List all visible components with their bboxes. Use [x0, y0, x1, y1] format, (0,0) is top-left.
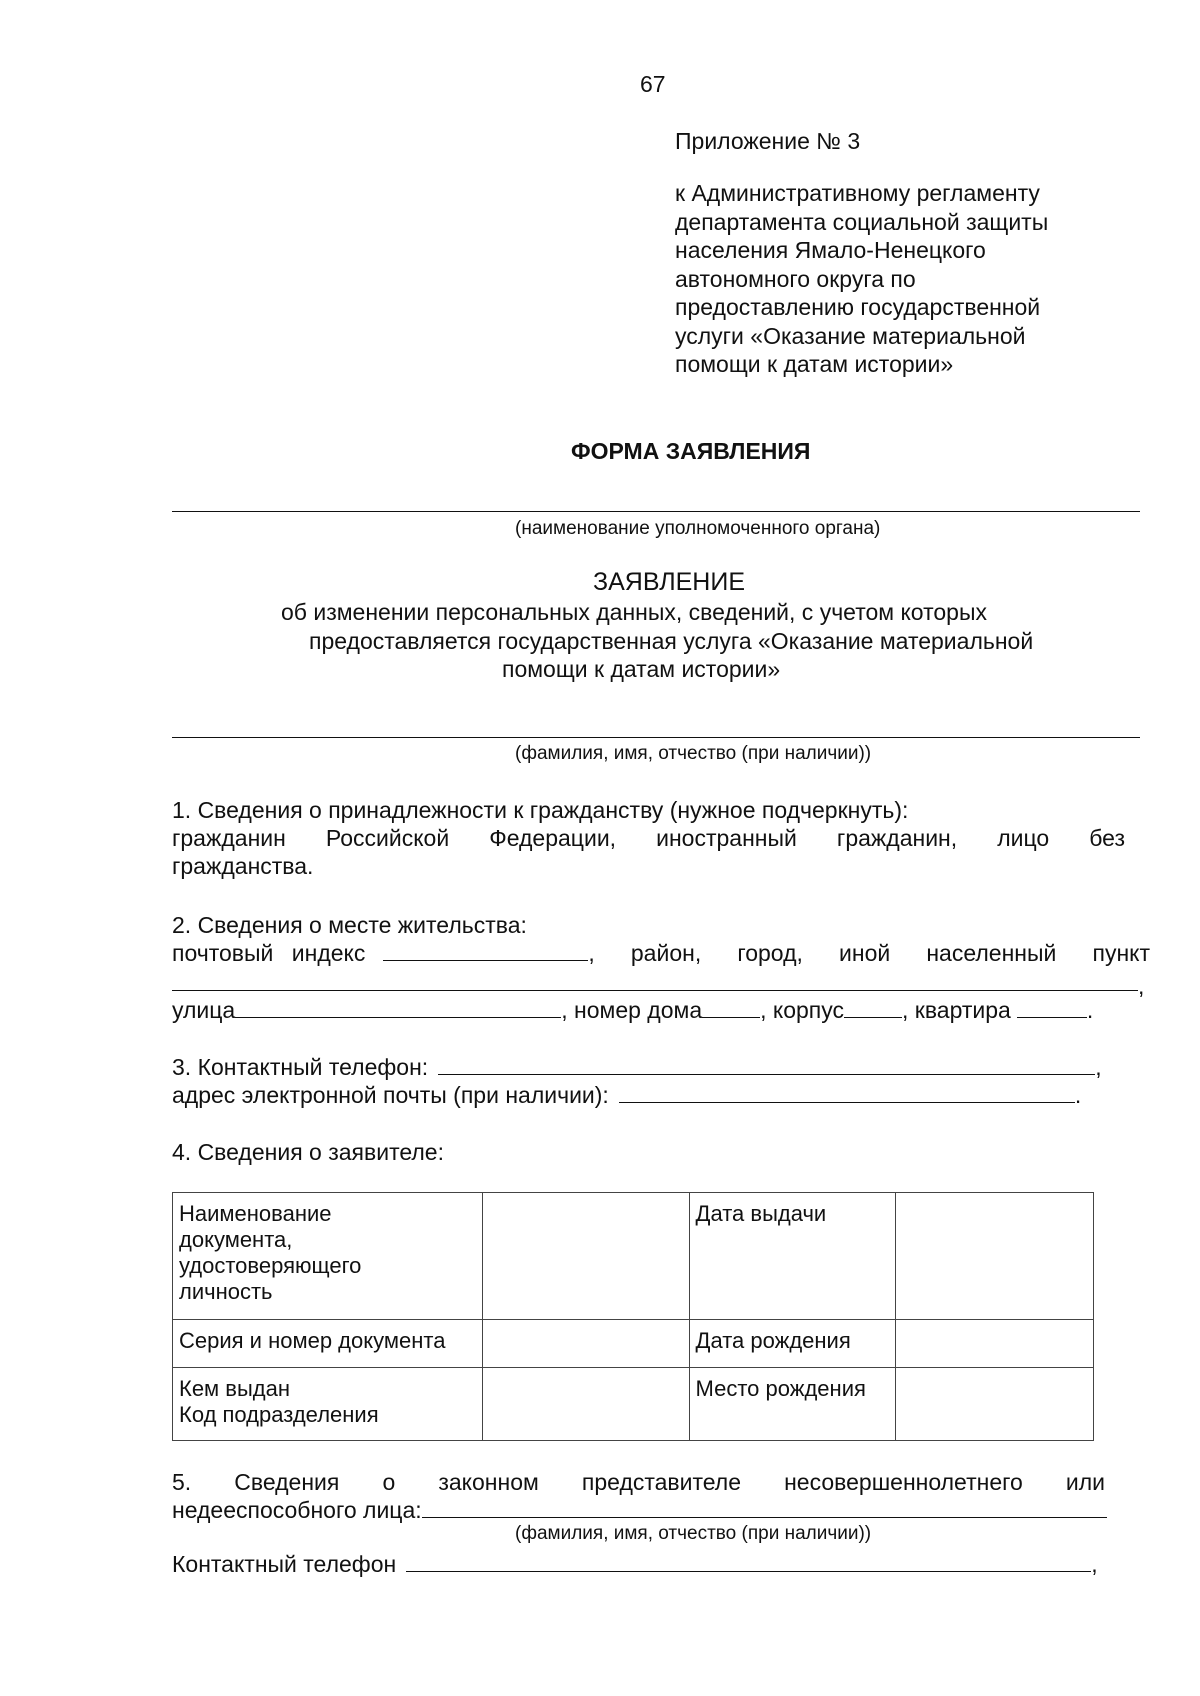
appendix-line: услуги «Оказание материальной	[675, 322, 1026, 349]
representative-phone-field[interactable]	[406, 1551, 1091, 1572]
division-code-label: Код подразделения	[179, 1402, 379, 1427]
appendix-line: департамента социальной защиты	[675, 208, 1049, 235]
email-row	[172, 1081, 1081, 1109]
statement-line: предоставляется государственная услуга «Оказание материальной	[309, 628, 1034, 654]
section1-heading: 1. Сведения о принадлежности к гражданству (нужное подчеркнуть):	[172, 797, 909, 823]
birth-place-value-cell[interactable]	[896, 1368, 1094, 1441]
table-label-cell	[173, 1368, 483, 1441]
building-field[interactable]	[844, 997, 902, 1018]
apartment-field[interactable]	[1017, 997, 1087, 1018]
representative-label: недееспособного лица:	[172, 1497, 422, 1523]
doc-number-value-cell[interactable]	[482, 1320, 689, 1368]
doc-name-label: личность	[179, 1279, 273, 1304]
birth-date-value-cell[interactable]	[896, 1320, 1094, 1368]
representative-name-field[interactable]	[422, 1497, 1107, 1518]
statement-line: об изменении персональных данных, сведений, с учетом которых	[281, 599, 987, 625]
doc-number-label: Серия и номер документа	[173, 1320, 483, 1368]
email-label: адрес электронной почты (при наличии):	[172, 1082, 609, 1108]
street-field[interactable]	[235, 997, 561, 1018]
issue-date-label: Дата выдачи	[689, 1193, 896, 1320]
house-field[interactable]	[702, 997, 760, 1018]
section5-heading: 5. Сведения о законном представителе несовершеннолетнего или	[172, 1469, 1105, 1495]
appendix-line: помощи к датам истории»	[675, 351, 954, 377]
page-number: 67	[640, 71, 666, 97]
phone-end: ,	[1095, 1054, 1102, 1080]
street-label: улица	[172, 997, 236, 1023]
locality-comma: ,	[1138, 973, 1145, 999]
phone-label: 3. Контактный телефон:	[172, 1054, 429, 1080]
doc-name-label: удостоверяющего	[179, 1253, 362, 1278]
form-title: ФОРМА ЗАЯВЛЕНИЯ	[571, 438, 811, 464]
birth-date-label: Дата рождения	[689, 1320, 896, 1368]
table-row	[173, 1193, 1094, 1320]
table-row	[173, 1320, 1094, 1368]
representative-phone-end: ,	[1091, 1551, 1098, 1577]
phone-row	[172, 1053, 1102, 1081]
table-row	[173, 1368, 1094, 1441]
applicant-document-table	[172, 1192, 1094, 1441]
section2-heading: 2. Сведения о месте жительства:	[172, 912, 527, 938]
doc-name-label: Наименование	[179, 1201, 332, 1226]
address-period: .	[1086, 997, 1094, 1023]
doc-name-value-cell[interactable]	[482, 1193, 689, 1320]
statement-title: ЗАЯВЛЕНИЕ	[593, 568, 746, 596]
locality-field[interactable]	[172, 990, 1138, 991]
doc-name-label: документа,	[179, 1227, 293, 1252]
authority-line[interactable]	[172, 511, 1140, 512]
postal-row	[172, 939, 1150, 967]
citizenship-options[interactable]: гражданин Российской Федерации, иностранный гражданин, лицо без	[172, 825, 1125, 851]
appendix-text	[675, 179, 1048, 379]
representative-row	[172, 1496, 1107, 1524]
appendix-title: Приложение № 3	[675, 128, 861, 154]
birth-place-label: Место рождения	[689, 1368, 896, 1441]
postal-code-field[interactable]	[383, 940, 588, 961]
house-label: , номер дома	[561, 997, 703, 1023]
issued-by-value-cell[interactable]	[482, 1368, 689, 1441]
email-field[interactable]	[619, 1082, 1075, 1103]
issued-by-label: Кем выдан	[179, 1376, 291, 1401]
citizenship-options-end: гражданства.	[172, 853, 314, 879]
email-end: .	[1074, 1082, 1082, 1108]
table-label-cell	[173, 1193, 483, 1320]
appendix-line: населения Ямало-Ненецкого	[675, 237, 986, 263]
applicant-name-line[interactable]	[172, 737, 1140, 738]
appendix-line: к Административному регламенту	[675, 180, 1040, 206]
building-label: , корпус	[760, 997, 844, 1023]
locality-label: , район, город, иной населенный пункт	[588, 940, 1150, 966]
apartment-label: , квартира	[902, 997, 1011, 1023]
appendix-line: автономного округа по	[675, 265, 916, 292]
authority-caption: (наименование уполномоченного органа)	[515, 518, 881, 539]
representative-phone-label: Контактный телефон	[172, 1551, 397, 1577]
appendix-line: предоставлению государственной	[675, 294, 1041, 320]
representative-caption: (фамилия, имя, отчество (при наличии))	[515, 1523, 872, 1544]
statement-line: помощи к датам истории»	[502, 656, 781, 682]
representative-phone-row	[172, 1550, 1098, 1578]
address-row	[172, 996, 1093, 1024]
issue-date-value-cell[interactable]	[896, 1193, 1094, 1320]
phone-field[interactable]	[438, 1054, 1095, 1075]
applicant-caption: (фамилия, имя, отчество (при наличии))	[515, 743, 872, 764]
section4-heading: 4. Сведения о заявителе:	[172, 1139, 444, 1165]
postal-label: почтовый индекс	[172, 940, 366, 966]
